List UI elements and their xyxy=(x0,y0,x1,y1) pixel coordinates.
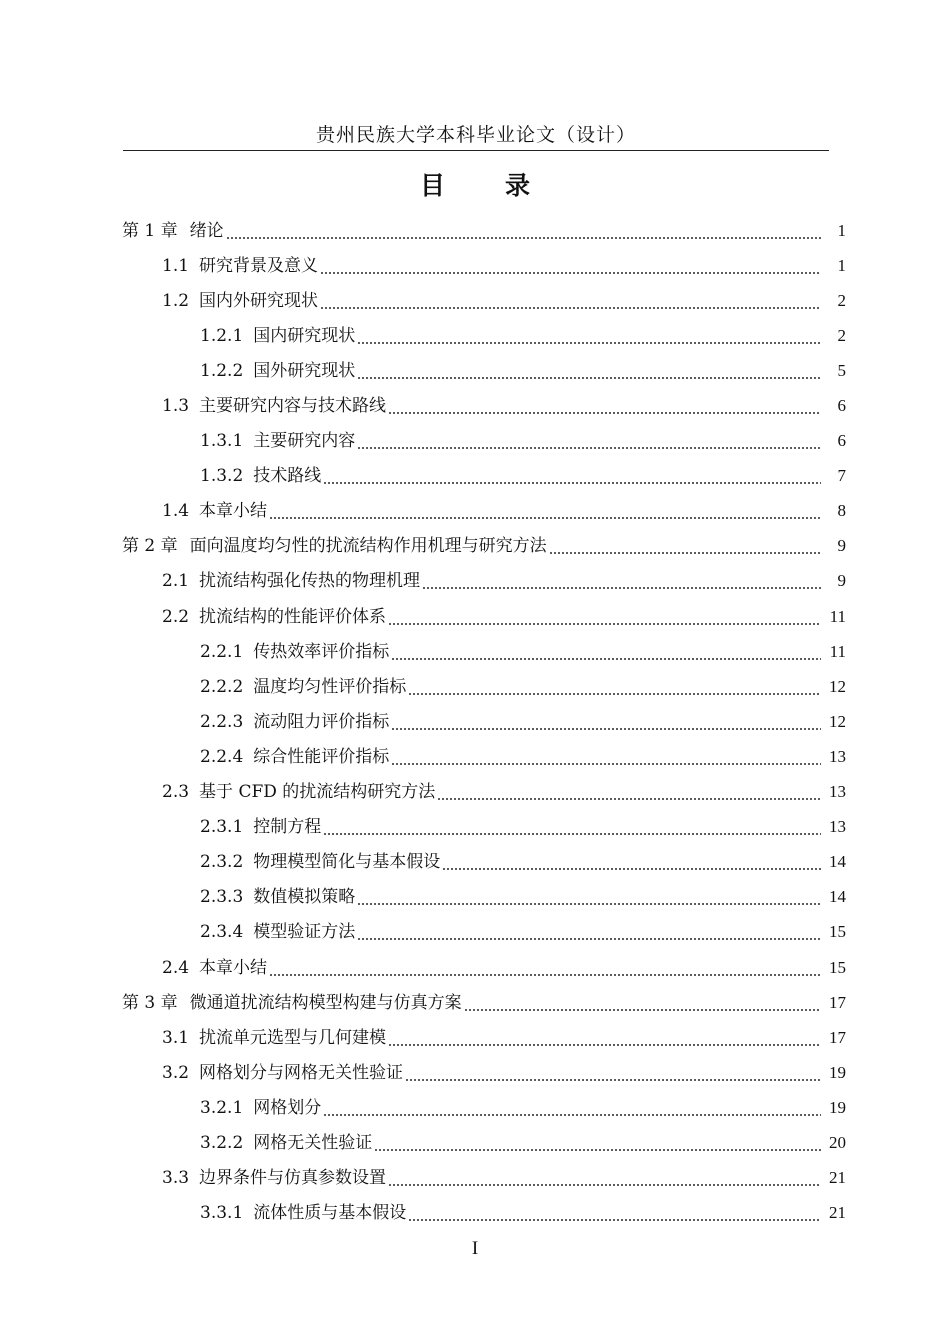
dot-leader xyxy=(388,1167,821,1189)
toc-entry-number: 1.2.2 xyxy=(200,360,244,381)
toc-entry-number: 1.2.1 xyxy=(200,325,244,346)
toc-entry-title: 扰流结构强化传热的物理机理 xyxy=(199,571,421,592)
page-number: I xyxy=(471,1238,479,1259)
toc-entry-number: 2.3 xyxy=(162,782,190,803)
toc-entry[interactable] xyxy=(0,1090,950,1125)
toc-entry-page: 9 xyxy=(837,536,846,556)
toc-entry-title: 扰流单元选型与几何建模 xyxy=(199,1027,387,1048)
toc-entry-number: 1.3 xyxy=(162,396,190,417)
toc-entry-page: 1 xyxy=(837,255,846,275)
dot-leader xyxy=(408,676,821,698)
dot-leader xyxy=(357,921,821,943)
toc-entry[interactable] xyxy=(0,353,950,388)
toc-entry-text xyxy=(162,781,437,803)
toc-entry-number: 2.2 xyxy=(162,606,190,627)
toc-entry-text xyxy=(200,851,442,873)
toc-entry-number: 1.1 xyxy=(162,255,190,276)
toc-entry-number: 2.3.1 xyxy=(200,817,244,838)
toc-entry[interactable] xyxy=(0,775,950,810)
toc-entry[interactable] xyxy=(0,845,950,880)
toc-entry-number: 3.3.1 xyxy=(200,1203,244,1224)
toc-entry-text xyxy=(200,886,357,908)
toc-entry-number: 3.2.1 xyxy=(200,1097,244,1118)
toc-title-char-1: 目 xyxy=(419,171,445,200)
toc-entry-page: 13 xyxy=(829,746,846,766)
toc-entry[interactable] xyxy=(0,1125,950,1160)
dot-leader xyxy=(408,1202,821,1224)
toc-entry-page: 12 xyxy=(829,676,846,696)
toc-entry-number: 2.3.4 xyxy=(200,922,244,943)
toc-entry[interactable] xyxy=(0,1196,950,1231)
dot-leader xyxy=(357,325,821,347)
toc-entry[interactable] xyxy=(0,915,950,950)
toc-entry-page: 13 xyxy=(829,817,846,837)
toc-entry-page: 17 xyxy=(829,992,846,1012)
dot-leader xyxy=(464,992,821,1014)
dot-leader xyxy=(320,255,821,277)
toc-entry-text xyxy=(200,325,357,347)
toc-entry-title: 流体性质与基本假设 xyxy=(253,1203,407,1224)
toc-entry-text xyxy=(200,360,357,382)
toc-entry[interactable] xyxy=(0,634,950,669)
toc-entry-page: 11 xyxy=(829,606,846,626)
header-rule xyxy=(123,150,829,151)
toc-entry[interactable] xyxy=(0,564,950,599)
dot-leader xyxy=(357,886,821,908)
dot-leader xyxy=(405,1062,821,1084)
toc-entry-page: 13 xyxy=(829,782,846,802)
toc-entry-title: 网格无关性验证 xyxy=(253,1132,373,1153)
toc-entry-title: 技术路线 xyxy=(253,466,322,487)
toc-entry[interactable] xyxy=(0,318,950,353)
toc-entry-text xyxy=(162,1027,388,1049)
toc-entry-title: 物理模型简化与基本假设 xyxy=(253,852,441,873)
toc-entry-title: 研究背景及意义 xyxy=(199,255,319,276)
toc-entry-number: 2.1 xyxy=(162,571,190,592)
toc-entry-title: 基于 CFD 的扰流结构研究方法 xyxy=(199,782,436,803)
toc-entry-text xyxy=(122,992,464,1014)
toc-entry-title: 国内外研究现状 xyxy=(199,290,319,311)
dot-leader xyxy=(323,465,821,487)
toc-entry-text xyxy=(200,676,408,698)
toc-entry-number: 3.3 xyxy=(162,1168,190,1189)
toc-entry[interactable] xyxy=(0,459,950,494)
toc-entry-number: 2.3.2 xyxy=(200,852,244,873)
dot-leader xyxy=(391,641,821,663)
toc-entry-page: 21 xyxy=(829,1203,846,1223)
toc-entry-page: 1 xyxy=(837,220,846,240)
toc-entry-text xyxy=(122,535,549,557)
toc-entry-text xyxy=(200,430,357,452)
toc-entry-page: 6 xyxy=(837,396,846,416)
toc-entry-title: 数值模拟策略 xyxy=(253,887,356,908)
toc-entry-number: 第 3 章 xyxy=(122,992,178,1013)
toc-entry-title: 主要研究内容 xyxy=(253,431,356,452)
toc-entry-page: 6 xyxy=(837,431,846,451)
toc-entry[interactable] xyxy=(0,810,950,845)
toc-entry[interactable] xyxy=(0,1020,950,1055)
toc-entry-number: 第 1 章 xyxy=(122,220,178,241)
toc-entry-title: 控制方程 xyxy=(253,817,322,838)
toc-entry[interactable] xyxy=(0,880,950,915)
toc-entry[interactable] xyxy=(0,704,950,739)
table-of-contents xyxy=(0,213,950,1231)
toc-entry-page: 9 xyxy=(837,571,846,591)
toc-entry-text xyxy=(200,1132,374,1154)
toc-entry-number: 2.2.1 xyxy=(200,641,244,662)
toc-entry-text xyxy=(200,641,391,663)
dot-leader xyxy=(323,1097,821,1119)
toc-entry[interactable] xyxy=(0,950,950,985)
dot-leader xyxy=(357,430,821,452)
toc-entry-page: 21 xyxy=(829,1168,846,1188)
toc-entry-title: 模型验证方法 xyxy=(253,922,356,943)
toc-entry-text xyxy=(200,921,357,943)
dot-leader xyxy=(226,220,821,242)
toc-entry-title: 边界条件与仿真参数设置 xyxy=(199,1168,387,1189)
toc-entry-page: 2 xyxy=(837,325,846,345)
toc-entry-title: 本章小结 xyxy=(199,501,268,522)
toc-entry[interactable] xyxy=(0,1161,950,1196)
toc-entry-text xyxy=(122,220,226,242)
toc-entry-title: 国内研究现状 xyxy=(253,325,356,346)
toc-entry-page: 8 xyxy=(837,501,846,521)
toc-entry-title: 传热效率评价指标 xyxy=(253,641,390,662)
toc-entry-text xyxy=(162,395,388,417)
toc-entry[interactable] xyxy=(0,424,950,459)
toc-entry[interactable] xyxy=(0,388,950,423)
toc-entry-number: 3.2.2 xyxy=(200,1132,244,1153)
toc-entry-page: 17 xyxy=(829,1027,846,1047)
toc-entry-text xyxy=(200,1202,408,1224)
toc-entry-page: 2 xyxy=(837,290,846,310)
toc-entry-text xyxy=(162,500,269,522)
toc-entry-page: 15 xyxy=(829,922,846,942)
dot-leader xyxy=(388,1027,821,1049)
toc-entry-text xyxy=(200,1097,323,1119)
toc-entry-title: 主要研究内容与技术路线 xyxy=(199,396,387,417)
toc-entry[interactable] xyxy=(0,985,950,1020)
toc-entry-page: 20 xyxy=(829,1132,846,1152)
toc-entry-number: 2.3.3 xyxy=(200,887,244,908)
toc-entry[interactable] xyxy=(0,529,950,564)
toc-entry-text xyxy=(162,255,320,277)
dot-leader xyxy=(422,570,821,592)
toc-entry[interactable] xyxy=(0,739,950,774)
toc-entry-title: 面向温度均匀性的扰流结构作用机理与研究方法 xyxy=(189,536,547,557)
toc-entry-text xyxy=(162,1062,405,1084)
dot-leader xyxy=(374,1132,821,1154)
toc-entry-number: 1.2 xyxy=(162,290,190,311)
toc-entry-text xyxy=(162,570,422,592)
toc-entry-number: 3.2 xyxy=(162,1062,190,1083)
toc-entry-number: 2.4 xyxy=(162,957,190,978)
toc-entry-number: 1.3.2 xyxy=(200,466,244,487)
toc-entry-text xyxy=(200,711,391,733)
toc-entry[interactable] xyxy=(0,599,950,634)
toc-entry[interactable] xyxy=(0,494,950,529)
dot-leader xyxy=(388,395,821,417)
toc-entry-title: 扰流结构的性能评价体系 xyxy=(199,606,387,627)
toc-title xyxy=(0,166,950,206)
toc-entry-page: 7 xyxy=(837,466,846,486)
dot-leader xyxy=(442,851,821,873)
toc-entry-page: 12 xyxy=(829,711,846,731)
toc-entry-text xyxy=(200,816,323,838)
toc-entry[interactable] xyxy=(0,669,950,704)
dot-leader xyxy=(391,711,821,733)
toc-entry-text xyxy=(162,606,388,628)
toc-entry[interactable] xyxy=(0,213,950,248)
toc-entry-number: 1.4 xyxy=(162,501,190,522)
toc-entry-page: 19 xyxy=(829,1097,846,1117)
dot-leader xyxy=(320,290,821,312)
toc-entry-title: 流动阻力评价指标 xyxy=(253,711,390,732)
toc-entry[interactable] xyxy=(0,1055,950,1090)
dot-leader xyxy=(388,606,821,628)
toc-entry-title: 本章小结 xyxy=(199,957,268,978)
dot-leader xyxy=(549,535,821,557)
dot-leader xyxy=(357,360,821,382)
toc-entry-title: 绪论 xyxy=(189,220,224,241)
toc-entry-number: 2.2.4 xyxy=(200,746,244,767)
dot-leader xyxy=(391,746,821,768)
toc-entry-page: 11 xyxy=(829,641,846,661)
toc-entry-title: 网格划分 xyxy=(253,1097,322,1118)
toc-entry-number: 1.3.1 xyxy=(200,431,244,452)
toc-entry-text xyxy=(162,290,320,312)
toc-entry-text xyxy=(162,957,269,979)
dot-leader xyxy=(437,781,821,803)
toc-entry-page: 5 xyxy=(837,360,846,380)
toc-entry[interactable] xyxy=(0,283,950,318)
toc-title-char-2: 录 xyxy=(505,171,531,200)
toc-entry-page: 19 xyxy=(829,1062,846,1082)
toc-entry-page: 15 xyxy=(829,957,846,977)
toc-entry-text xyxy=(162,1167,388,1189)
toc-entry-number: 2.2.2 xyxy=(200,676,244,697)
toc-entry-title: 微通道扰流结构模型构建与仿真方案 xyxy=(189,992,462,1013)
dot-leader xyxy=(269,957,821,979)
toc-entry-page: 14 xyxy=(829,852,846,872)
toc-entry-number: 3.1 xyxy=(162,1027,190,1048)
toc-entry-number: 第 2 章 xyxy=(122,536,178,557)
toc-entry-title: 网格划分与网格无关性验证 xyxy=(199,1062,404,1083)
toc-entry[interactable] xyxy=(0,248,950,283)
dot-leader xyxy=(323,816,821,838)
page-header: 贵州民族大学本科毕业论文（设计） xyxy=(315,124,636,146)
toc-entry-text xyxy=(200,465,323,487)
toc-entry-text xyxy=(200,746,391,768)
toc-entry-title: 国外研究现状 xyxy=(253,360,356,381)
toc-entry-number: 2.2.3 xyxy=(200,711,244,732)
toc-entry-title: 综合性能评价指标 xyxy=(253,746,390,767)
dot-leader xyxy=(269,500,821,522)
toc-entry-page: 14 xyxy=(829,887,846,907)
toc-entry-title: 温度均匀性评价指标 xyxy=(253,676,407,697)
